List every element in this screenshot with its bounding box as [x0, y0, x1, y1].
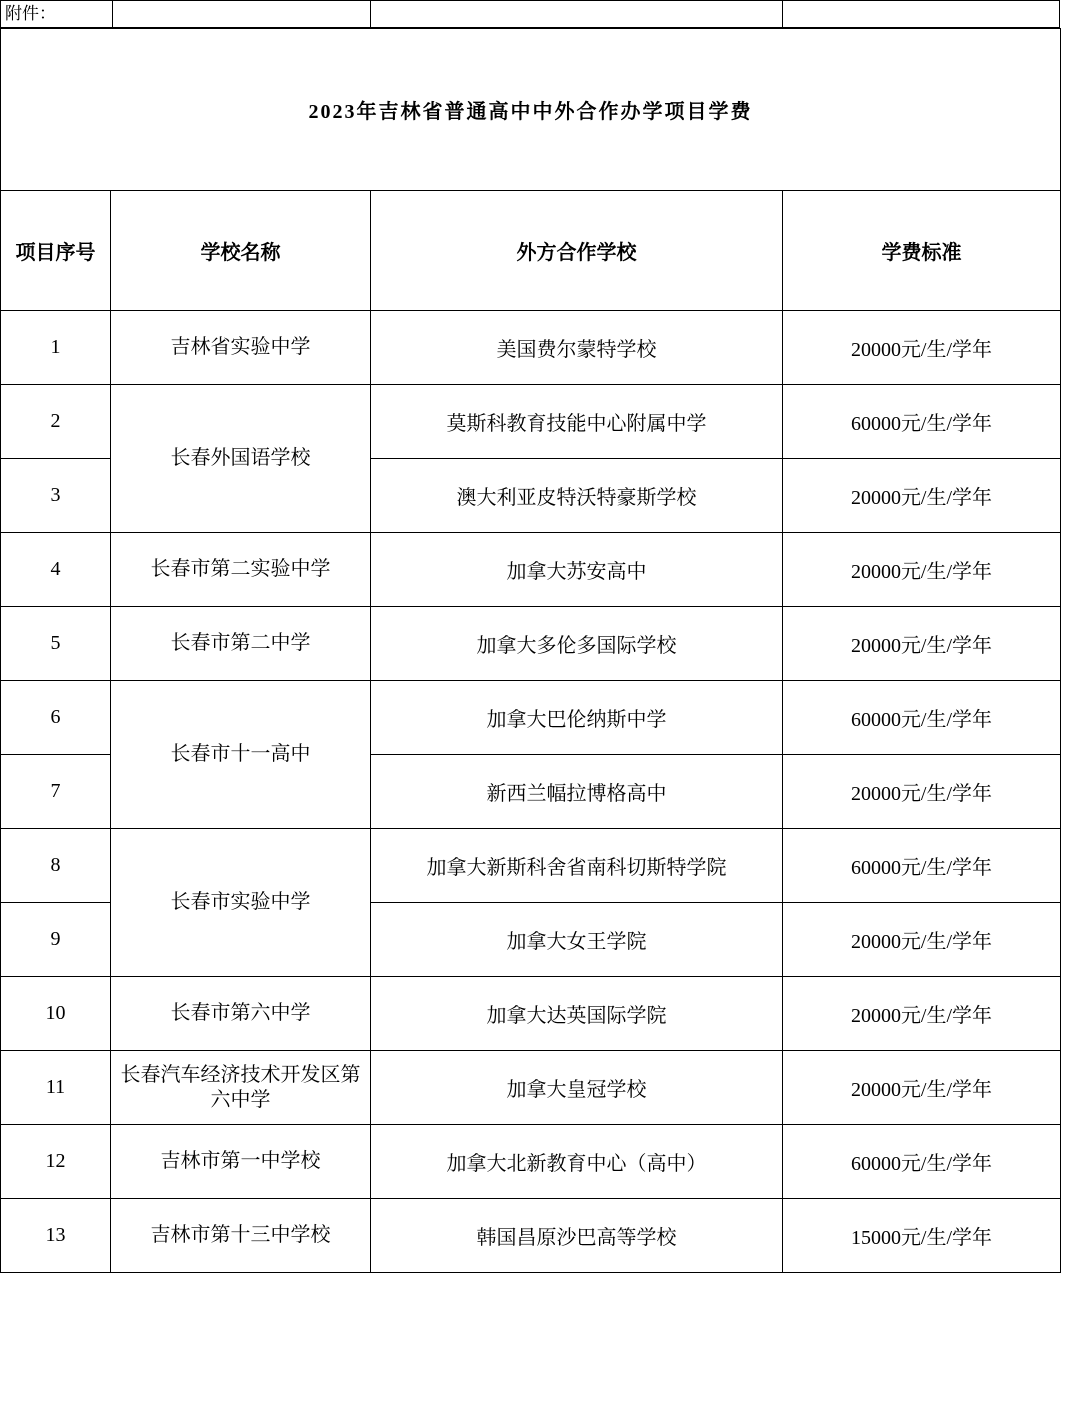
cell-tuition-fee: 60000元/生/学年	[783, 1125, 1061, 1199]
table-row	[1, 385, 1061, 459]
table-row	[1, 533, 1061, 607]
cell-partner-school: 加拿大巴伦纳斯中学	[371, 681, 783, 755]
cell-tuition-fee: 60000元/生/学年	[783, 681, 1061, 755]
cell-project-no: 4	[1, 533, 111, 607]
cell-project-no: 9	[1, 903, 111, 977]
column-header-fee: 学费标准	[783, 191, 1061, 311]
cell-partner-school: 新西兰幅拉博格高中	[371, 755, 783, 829]
cell-school-name: 长春外国语学校	[111, 385, 371, 533]
cell-partner-school: 加拿大多伦多国际学校	[371, 607, 783, 681]
cell-school-name: 长春市第六中学	[111, 977, 371, 1051]
cell-tuition-fee: 20000元/生/学年	[783, 1051, 1061, 1125]
cell-school-name: 长春市实验中学	[111, 829, 371, 977]
table-header-row	[1, 191, 1061, 311]
attachment-empty-cell-2	[370, 0, 782, 28]
cell-school-name: 长春市第二实验中学	[111, 533, 371, 607]
attachment-row	[0, 0, 1060, 28]
cell-tuition-fee: 20000元/生/学年	[783, 755, 1061, 829]
table-row	[1, 311, 1061, 385]
cell-project-no: 8	[1, 829, 111, 903]
cell-tuition-fee: 15000元/生/学年	[783, 1199, 1061, 1273]
table-row	[1, 681, 1061, 755]
column-header-partner: 外方合作学校	[371, 191, 783, 311]
table-title-row	[1, 29, 1061, 191]
cell-school-name: 长春市十一高中	[111, 681, 371, 829]
cell-tuition-fee: 20000元/生/学年	[783, 607, 1061, 681]
table-row	[1, 607, 1061, 681]
table-row	[1, 829, 1061, 903]
cell-school-name: 长春汽车经济技术开发区第六中学	[111, 1051, 371, 1125]
page-title: 2023年吉林省普通高中中外合作办学项目学费	[1, 29, 1061, 191]
attachment-empty-cell-1	[112, 0, 370, 28]
cell-partner-school: 加拿大女王学院	[371, 903, 783, 977]
cell-project-no: 7	[1, 755, 111, 829]
cell-tuition-fee: 20000元/生/学年	[783, 311, 1061, 385]
cell-partner-school: 加拿大新斯科舍省南科切斯特学院	[371, 829, 783, 903]
cell-school-name: 吉林市第十三中学校	[111, 1199, 371, 1273]
cell-tuition-fee: 60000元/生/学年	[783, 385, 1061, 459]
cell-tuition-fee: 20000元/生/学年	[783, 533, 1061, 607]
table-row	[1, 977, 1061, 1051]
cell-partner-school: 加拿大达英国际学院	[371, 977, 783, 1051]
table-row	[1, 1051, 1061, 1125]
cell-partner-school: 加拿大苏安高中	[371, 533, 783, 607]
cell-project-no: 10	[1, 977, 111, 1051]
column-header-school: 学校名称	[111, 191, 371, 311]
table-row	[1, 1199, 1061, 1273]
attachment-label: 附件：	[0, 0, 112, 28]
cell-partner-school: 莫斯科教育技能中心附属中学	[371, 385, 783, 459]
attachment-empty-cell-3	[782, 0, 1060, 28]
cell-project-no: 12	[1, 1125, 111, 1199]
cell-project-no: 5	[1, 607, 111, 681]
cell-project-no: 3	[1, 459, 111, 533]
cell-project-no: 1	[1, 311, 111, 385]
cell-tuition-fee: 20000元/生/学年	[783, 459, 1061, 533]
cell-tuition-fee: 60000元/生/学年	[783, 829, 1061, 903]
cell-partner-school: 加拿大皇冠学校	[371, 1051, 783, 1125]
cell-project-no: 2	[1, 385, 111, 459]
tuition-table	[0, 28, 1061, 1273]
cell-tuition-fee: 20000元/生/学年	[783, 977, 1061, 1051]
column-header-no: 项目序号	[1, 191, 111, 311]
cell-partner-school: 加拿大北新教育中心（高中）	[371, 1125, 783, 1199]
cell-school-name: 吉林市第一中学校	[111, 1125, 371, 1199]
cell-project-no: 6	[1, 681, 111, 755]
cell-partner-school: 美国费尔蒙特学校	[371, 311, 783, 385]
cell-partner-school: 澳大利亚皮特沃特豪斯学校	[371, 459, 783, 533]
cell-tuition-fee: 20000元/生/学年	[783, 903, 1061, 977]
cell-school-name: 吉林省实验中学	[111, 311, 371, 385]
cell-partner-school: 韩国昌原沙巴高等学校	[371, 1199, 783, 1273]
table-row	[1, 1125, 1061, 1199]
cell-school-name: 长春市第二中学	[111, 607, 371, 681]
cell-project-no: 11	[1, 1051, 111, 1125]
cell-project-no: 13	[1, 1199, 111, 1273]
